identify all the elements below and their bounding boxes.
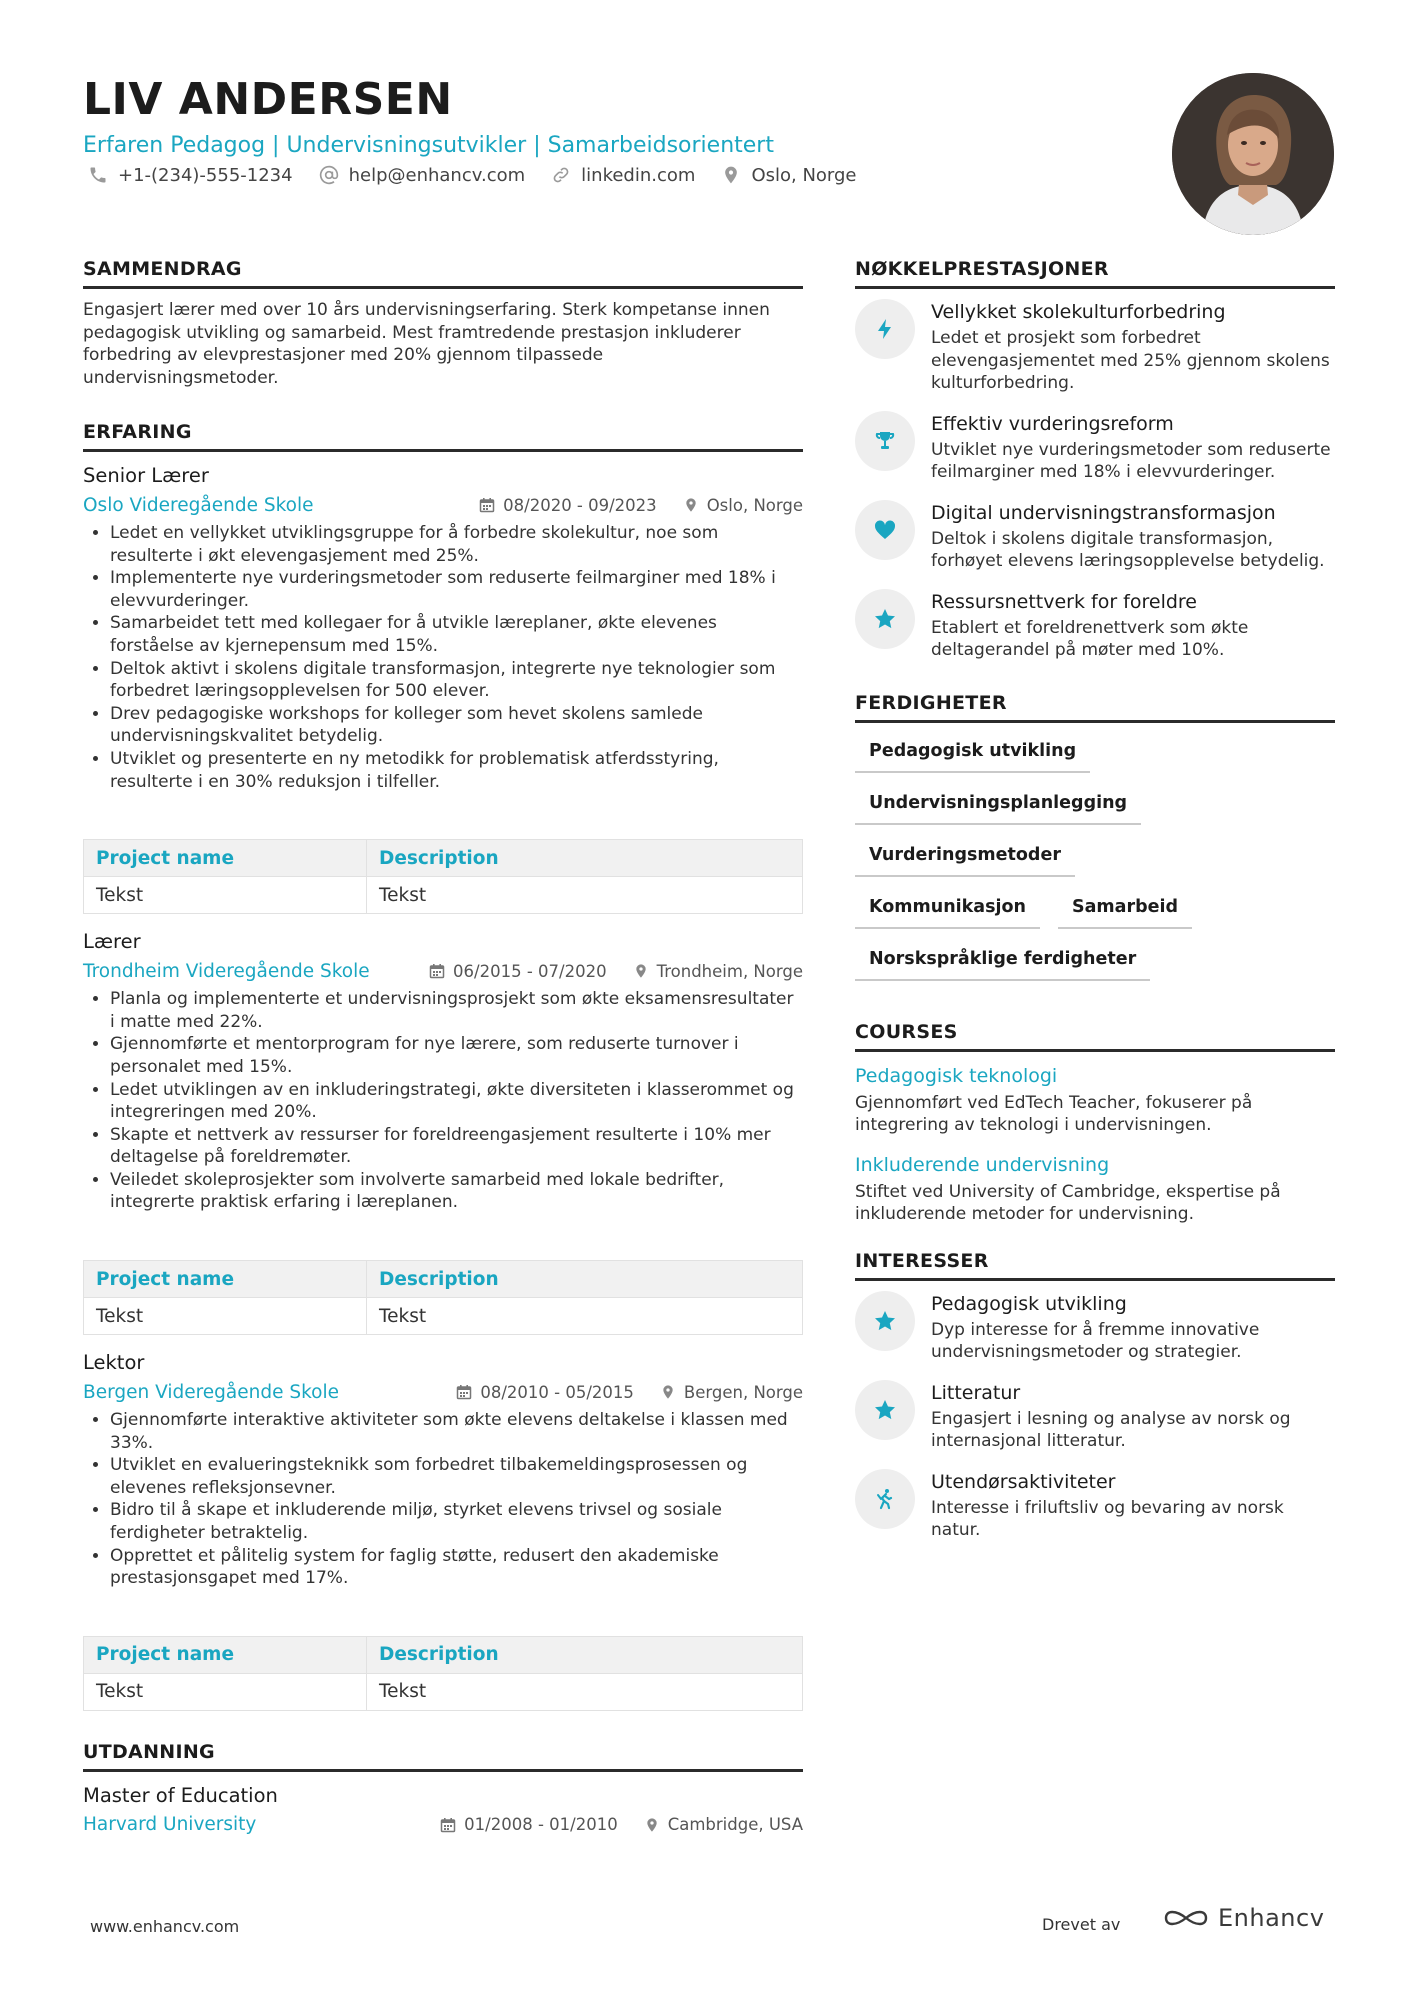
achievement-title: Digital undervisningstransformasjon [931, 501, 1276, 524]
list-item: • Gjennomførte et mentorprogram for nye lærere, som reduserte turnover i personalet med 15%. [110, 1033, 803, 1078]
location-text: Oslo, Norge [751, 164, 857, 186]
job-meta [83, 490, 803, 520]
table-row [84, 877, 803, 914]
trophy-icon [855, 411, 915, 471]
profile-photo [1172, 73, 1334, 235]
education-dates: 01/2008 - 01/2010 [464, 1815, 618, 1835]
contact-phone [88, 165, 293, 186]
skills-section-title: FERDIGHETER [855, 690, 1335, 723]
project-table [83, 1260, 803, 1335]
achievements-section-title: NØKKELPRESTASJONER [855, 256, 1335, 289]
job-bullets [83, 1409, 803, 1590]
table-row [84, 1298, 803, 1335]
course-item [855, 1062, 1335, 1137]
list-item: • Gjennomførte interaktive aktiviteter som økte elevens deltakelse i klassen med 33%. [110, 1409, 803, 1454]
left-column [83, 256, 803, 1840]
list-item: • Bidro til å skape et inkluderende miljø, styrket elevens trivsel og sosiale ferdigheter betraktelig. [110, 1499, 803, 1544]
degree-title: Master of Education [83, 1783, 278, 1807]
project-table [83, 1636, 803, 1711]
job-location: Trondheim, Norge [656, 961, 803, 981]
list-item: • Utviklet en evalueringsteknikk som forbedret tilbakemeldingsprosessen og elevenes refleksjonsevner. [110, 1454, 803, 1499]
list-item: • Drev pedagogiske workshops for kolleger som hevet skolens samlede undervisningskvalitet betydelig. [110, 703, 803, 748]
achievement-title: Vellykket skolekulturforbedring [931, 301, 1226, 323]
education-meta [83, 1810, 803, 1840]
achievement-title: Effektiv vurderingsreform [931, 412, 1174, 435]
table-cell: Tekst [84, 877, 367, 914]
skill-tag: Norskspråklige ferdigheter [855, 941, 1150, 981]
infinity-logo-icon [1162, 1905, 1210, 1931]
job-title: Lærer [83, 930, 141, 954]
job-title: Senior Lærer [83, 464, 209, 487]
contact-bar [88, 160, 883, 190]
table-cell: Tekst [84, 1673, 367, 1710]
calendar-icon [429, 963, 445, 979]
contact-email[interactable] [319, 165, 526, 186]
interest-title: Utendørsaktiviteter [931, 1470, 1116, 1493]
job-bullets [83, 522, 803, 793]
table-cell: Tekst [367, 877, 803, 914]
table-header-row [84, 840, 803, 877]
right-column [855, 256, 1335, 1558]
email-text[interactable]: help@enhancv.com [348, 164, 526, 186]
at-icon [319, 165, 339, 185]
achievement-item [855, 589, 1335, 662]
job-title: Lektor [83, 1351, 145, 1375]
heart-icon [855, 500, 915, 560]
job-organization: Trondheim Videregående Skole [83, 960, 370, 982]
course-item [855, 1151, 1335, 1226]
table-header: Description [367, 1636, 803, 1673]
achievement-item [855, 299, 1335, 395]
job-dates: 06/2015 - 07/2020 [453, 961, 607, 981]
achievement-desc: Ledet et prosjekt som forbedret elevengasjementet med 25% gjennom skolens kulturforbedring. [931, 328, 1330, 393]
list-item: • Samarbeidet tett med kollegaer for å utvikle læreplaner, økte elevenes forståelse av kjernepensum med 15%. [110, 612, 803, 657]
achievement-item [855, 411, 1335, 484]
job-location: Bergen, Norge [683, 1382, 803, 1402]
list-item: • Veiledet skoleprosjekter som involverte samarbeid med lokale bedrifter, integrerte praktisk erfaring i læreplanen. [110, 1169, 803, 1214]
interest-desc: Engasjert i lesning og analyse av norsk og internasjonal litteratur. [931, 1408, 1291, 1451]
job-organization: Bergen Videregående Skole [83, 1381, 340, 1403]
achievement-desc: Etablert et foreldrenettverk som økte deltagerandel på møter med 10%. [931, 617, 1249, 660]
interest-desc: Dyp interesse for å fremme innovative undervisningsmetoder og strategier. [931, 1319, 1260, 1362]
job-meta [83, 1377, 803, 1407]
table-header: Project name [84, 1261, 367, 1298]
contact-location [721, 165, 856, 186]
footer-url[interactable]: www.enhancv.com [90, 1917, 240, 1936]
location-pin-icon [660, 1384, 676, 1400]
job-dates: 08/2010 - 05/2015 [480, 1382, 634, 1402]
interest-item [855, 1380, 1335, 1453]
interest-title: Litteratur [931, 1381, 1021, 1404]
skill-tag: Pedagogisk utvikling [855, 733, 1090, 773]
phone-icon [88, 165, 108, 185]
contact-linkedin[interactable] [551, 165, 695, 186]
table-header: Project name [84, 840, 367, 877]
job-entry [83, 462, 803, 914]
star-icon [855, 1380, 915, 1440]
list-item: • Ledet utviklingen av en inkluderingstrategi, økte diversiteten i klasserommet og integreringen med 20%. [110, 1079, 803, 1124]
courses-section-title: COURSES [855, 1019, 1335, 1052]
table-header-row [84, 1261, 803, 1298]
interest-item [855, 1291, 1335, 1364]
education-entry [83, 1782, 803, 1840]
powered-by-text: Drevet av [1042, 1915, 1121, 1934]
location-pin-icon [683, 497, 699, 513]
calendar-icon [479, 497, 495, 513]
table-header: Description [367, 1261, 803, 1298]
linkedin-text[interactable]: linkedin.com [581, 164, 696, 186]
education-section-title: UTDANNING [83, 1739, 803, 1772]
list-item: • Deltok aktivt i skolens digitale transformasjon, integrerte nye teknologier som forbedret læringsopplevelsen for 500 elever. [110, 658, 803, 703]
skills-list [855, 733, 1335, 993]
job-meta [83, 956, 803, 986]
bolt-icon [855, 299, 915, 359]
table-header: Description [367, 840, 803, 877]
list-item: • Implementerte nye vurderingsmetoder som reduserte feilmarginer med 18% i elevvurderinger. [110, 567, 803, 612]
course-title: Inkluderende undervisning [855, 1153, 1110, 1176]
link-icon [551, 165, 571, 185]
achievement-item [855, 500, 1335, 573]
interest-item [855, 1469, 1335, 1542]
interest-title: Pedagogisk utvikling [931, 1292, 1127, 1315]
hiking-icon [855, 1469, 915, 1529]
skill-tag: Samarbeid [1058, 889, 1192, 929]
calendar-icon [456, 1384, 472, 1400]
experience-section-title: ERFARING [83, 419, 803, 452]
candidate-subtitle: Erfaren Pedagog | Undervisningsutvikler | Samarbeidsorientert [83, 133, 774, 158]
course-desc: Gjennomført ved EdTech Teacher, fokuserer på integrering av teknologi i undervisningen. [855, 1092, 1253, 1135]
table-header: Project name [84, 1636, 367, 1673]
list-item: • Ledet en vellykket utviklingsgruppe for å forbedre skolekultur, noe som resulterte i økt elevengasjement med 25%. [110, 522, 803, 567]
location-pin-icon [721, 165, 741, 185]
table-cell: Tekst [84, 1298, 367, 1335]
skill-tag: Kommunikasjon [855, 889, 1040, 929]
list-item: • Opprettet et pålitelig system for faglig støtte, redusert den akademiske prestasjonsgapet med 17%. [110, 1545, 803, 1590]
table-cell: Tekst [367, 1298, 803, 1335]
brand-logo[interactable] [1162, 1904, 1324, 1932]
job-entry [83, 1349, 803, 1711]
interests-section-title: INTERESSER [855, 1248, 1335, 1281]
phone-text: +1-(234)-555-1234 [118, 164, 293, 186]
location-pin-icon [633, 963, 649, 979]
course-desc: Stiftet ved University of Cambridge, ekspertise på inkluderende metoder for undervisning. [855, 1181, 1281, 1224]
project-table [83, 839, 803, 914]
job-entry [83, 928, 803, 1335]
table-cell: Tekst [367, 1673, 803, 1710]
job-organization: Oslo Videregående Skole [83, 494, 314, 516]
job-location: Oslo, Norge [706, 495, 803, 515]
star-icon [855, 589, 915, 649]
course-title: Pedagogisk teknologi [855, 1064, 1058, 1087]
star-icon [855, 1291, 915, 1351]
achievement-desc: Utviklet nye vurderingsmetoder som reduserte feilmarginer med 18% i elevvurderinger. [931, 439, 1331, 482]
summary-section-title: SAMMENDRAG [83, 256, 803, 289]
location-pin-icon [644, 1817, 660, 1833]
calendar-icon [440, 1817, 456, 1833]
list-item: • Utviklet og presenterte en ny metodikk for problematisk atferdsstyring, resulterte i en 30% reduksjon i tilfeller. [110, 748, 803, 793]
brand-name: Enhancv [1218, 1904, 1325, 1932]
job-bullets [83, 988, 803, 1214]
job-dates: 08/2020 - 09/2023 [503, 495, 657, 515]
table-header-row [84, 1636, 803, 1673]
table-row [84, 1673, 803, 1710]
list-item: • Skapte et nettverk av ressurser for foreldreengasjement resulterte i 10% mer deltagelse på foreldremøter. [110, 1124, 803, 1169]
list-item: • Planla og implementerte et undervisningsprosjekt som økte eksamensresultater i matte med 22%. [110, 988, 803, 1033]
education-location: Cambridge, USA [667, 1815, 803, 1835]
candidate-name: LIV ANDERSEN [83, 74, 453, 125]
skill-tag: Undervisningsplanlegging [855, 785, 1141, 825]
summary-text: Engasjert lærer med over 10 års undervisningserfaring. Sterk kompetanse innen pedagogisk utvikling og samarbeid. Mest framtredende prestasjon inkluderer forbedring av elevprestasjoner med 20% gjennom tilpassede undervisningsmetoder. [83, 300, 770, 388]
school-name: Harvard University [83, 1814, 257, 1836]
interest-desc: Interesse i friluftsliv og bevaring av norsk natur. [931, 1497, 1284, 1540]
skill-tag: Vurderingsmetoder [855, 837, 1075, 877]
achievement-desc: Deltok i skolens digitale transformasjon, forhøyet elevens læringsopplevelse betydelig. [931, 528, 1325, 571]
achievement-title: Ressursnettverk for foreldre [931, 590, 1197, 613]
